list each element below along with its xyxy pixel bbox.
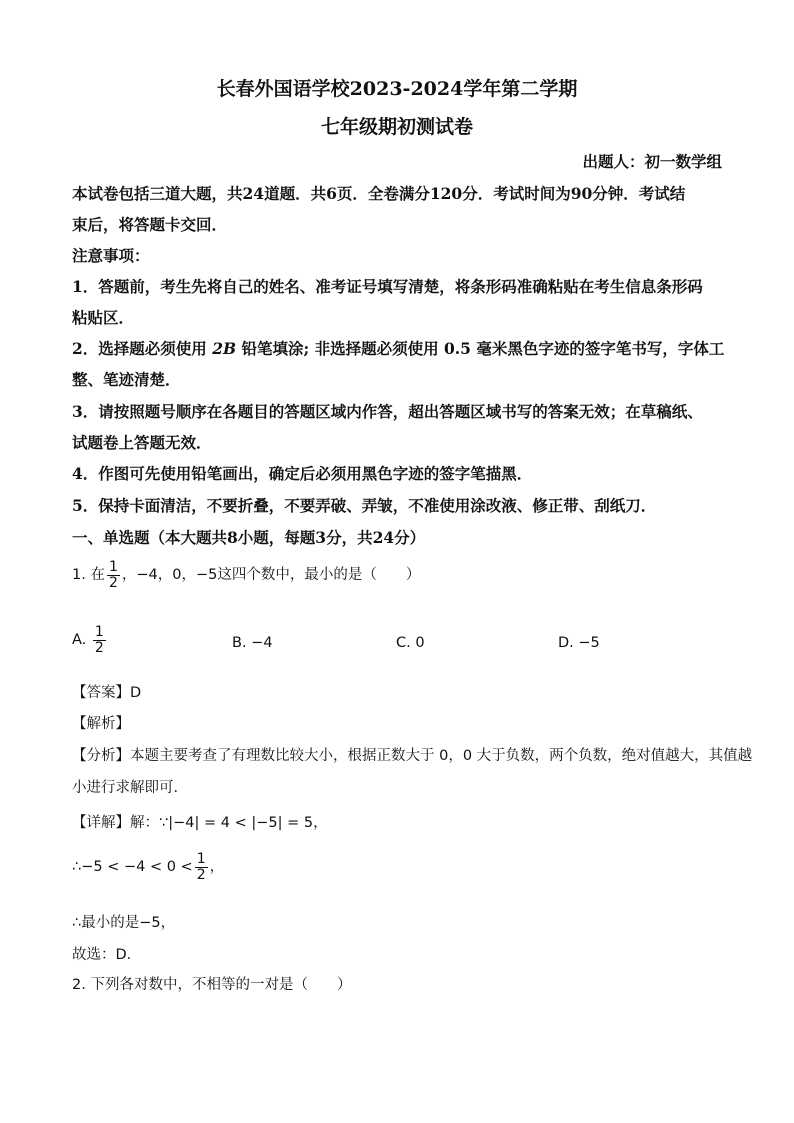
intro-line2: 束后，将答题卡交回． [72,215,228,234]
option-b: B. −4 [232,635,273,651]
answer-line: 【答案】D [72,685,142,701]
note-3-line2: 试题卷上答题无效． [72,433,212,452]
question-1-rest: ，−4，0，−5这四个数中，最小的是（ ） [121,567,421,584]
note-3-line1: 3．请按照题号顺序在各题目的答题区域内作答，超出答题区域书写的答案无效；在草稿纸、 [72,402,703,421]
detail-prefix: 【详解】解： [72,815,159,831]
step-3: ∴最小的是−5， [72,915,176,931]
note-2-line1 [72,337,724,359]
fraction-one-half [107,560,120,590]
option-d: D. −5 [558,635,600,651]
step-2 [72,852,224,882]
fraction-numerator: 1 [196,851,206,867]
question-1-prefix: 1. 在 [72,567,105,584]
note-4: 4．作图可先使用铅笔画出，确定后必须用黑色字迹的签字笔描黑． [72,464,533,483]
analysis-heading: 【解析】 [72,716,130,732]
fraction-denominator: 2 [94,639,104,656]
section-1-heading: 一、单选题（本大题共8小题，每题3分，共24分） [72,528,426,547]
step-2-prefix: ∴−5 < −4 < 0 < [72,859,193,876]
detail-line [72,811,328,832]
intro-line1: 本试卷包括三道大题，共24道题．共6页．全卷满分120分．考试时间为90分钟．考试结 [72,184,686,203]
fraction-denominator: 2 [108,574,118,591]
detail-equation: ∵|−4| = 4 < |−5| = 5， [159,815,328,831]
option-a-label: A. [72,632,87,649]
option-a-fraction [93,625,106,655]
note-5: 5．保持卡面清洁，不要折叠，不要弄破、弄皱，不准使用涂改液、修正带、刮纸刀． [72,496,657,515]
question-2-stem: 2. 下列各对数中，不相等的一对是（ ） [72,977,352,993]
note-2-prefix: 2．选择题必须使用 [72,339,213,358]
note-1-line2: 粘贴区． [72,308,135,327]
note-2-line2: 整、笔迹清楚． [72,370,181,389]
choice-line: 故选：D． [72,947,142,963]
fraction-numerator: 1 [94,624,104,640]
option-c: C. 0 [396,635,425,651]
fraction-numerator: 1 [108,559,118,575]
option-a [72,625,108,655]
question-1-stem [72,560,420,590]
note-1-line1: 1．答题前，考生先将自己的姓名、准考证号填写清楚，将条形码准确粘贴在考生信息条形码 [72,277,703,296]
analysis-line2: 小进行求解即可． [72,780,188,796]
notes-heading: 注意事项： [72,246,150,265]
author-line: 出题人：初一数学组 [582,152,722,171]
note-2-suffix: 铅笔填涂; 非选择题必须使用 0.5 毫米黑色字迹的签字笔书写，字体工 [236,339,725,358]
step-2-fraction [195,852,208,882]
note-2-variable: 2B [212,339,237,358]
exam-title-line2: 七年级期初测试卷 [320,116,473,138]
analysis-line1: 【分析】本题主要考查了有理数比较大小，根据正数大于 0，0 大于负数，两个负数，绝对值越大，其值越 [72,748,753,764]
fraction-denominator: 2 [196,866,206,883]
step-2-suffix: ， [209,859,225,876]
exam-title-line1: 长春外国语学校2023-2024学年第二学期 [216,78,578,100]
